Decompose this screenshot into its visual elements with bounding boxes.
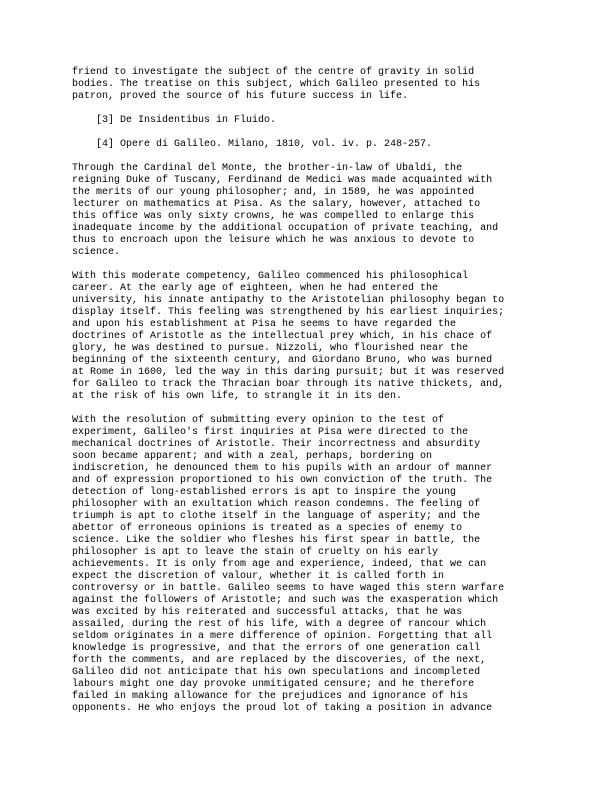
text-line: soon became apparent; and with a zeal, perhaps, bordering on <box>72 451 433 462</box>
text-line: university, his innate antipathy to the Aristotelian philosophy began to <box>72 295 505 306</box>
text-line: [3] De Insidentibus in Fluido. <box>72 115 277 126</box>
text-line: reigning Duke of Tuscany, Ferdinand de Medici was made acquainted with <box>72 175 493 186</box>
text-line: mechanical doctrines of Aristotle. Their incorrectness and absurdity <box>72 439 481 450</box>
text-line: science. <box>72 247 121 258</box>
text-line: philosopher is apt to leave the stain of cruelty on his early <box>72 547 439 558</box>
text-line: science. Like the soldier who fleshes his first spear in battle, the <box>72 535 481 546</box>
paragraph-block <box>72 415 576 715</box>
text-line: this office was only sixty crowns, he was compelled to enlarge this <box>72 211 475 222</box>
text-line: failed in making allowance for the prejudices and ignorance of his <box>72 691 469 702</box>
footnote-block <box>72 115 576 127</box>
text-line: indiscretion, he denounced them to his pupils with an ardour of manner <box>72 463 493 474</box>
text-line: labours might one day provoke unmitigated censure; and he therefore <box>72 679 475 690</box>
text-line: for Galileo to track the Thracian boar through its native thickets, and, <box>72 379 505 390</box>
paragraph-block <box>72 163 576 259</box>
text-line: triumph is apt to clothe itself in the language of asperity; and the <box>72 511 481 522</box>
text-line: patron, proved the source of his future success in life. <box>72 91 409 102</box>
text-line: achievements. It is only from age and experience, indeed, that we can <box>72 559 487 570</box>
text-line: lecturer on mathematics at Pisa. As the salary, however, attached to <box>72 199 481 210</box>
text-line: and upon his establishment at Pisa he seems to have regarded the <box>72 319 457 330</box>
text-line: the merits of our young philosopher; and, in 1589, he was appointed <box>72 187 475 198</box>
text-line: With the resolution of submitting every opinion to the test of <box>72 415 445 426</box>
text-line: inadequate income by the additional occupation of private teaching, and <box>72 223 499 234</box>
text-line: expect the discretion of valour, whether it is called forth in <box>72 571 445 582</box>
text-line: assailed, during the rest of his life, with a degree of rancour which <box>72 619 487 630</box>
paragraph-block <box>72 67 576 103</box>
text-line: [4] Opere di Galileo. Milano, 1810, vol. iv. p. 248-257. <box>72 139 433 150</box>
text-line: friend to investigate the subject of the centre of gravity in solid <box>72 67 475 78</box>
text-line: knowledge is progressive, and that the errors of one generation call <box>72 643 481 654</box>
text-line: philosopher with an exultation which reason condemns. The feeling of <box>72 499 481 510</box>
text-line: doctrines of Aristotle as the intellectual prey which, in his chace of <box>72 331 493 342</box>
text-line: seldom originates in a mere difference of opinion. Forgetting that all <box>72 631 493 642</box>
text-line: opponents. He who enjoys the proud lot of taking a position in advance <box>72 703 493 714</box>
text-line: at Rome in 1600, led the way in this daring pursuit; but it was reserved <box>72 367 505 378</box>
text-line: thus to encroach upon the leisure which he was anxious to devote to <box>72 235 475 246</box>
text-line: forth the comments, and are replaced by the discoveries, of the next, <box>72 655 487 666</box>
text-line: career. At the early age of eighteen, when he had entered the <box>72 283 439 294</box>
text-line: was excited by his reiterated and successful attacks, that he was <box>72 607 463 618</box>
footnote-block <box>72 139 576 151</box>
text-line: at the risk of his own life, to strangle it in its den. <box>72 391 403 402</box>
document-text-area <box>72 67 576 715</box>
text-line: Galileo did not anticipate that his own speculations and incompleted <box>72 667 481 678</box>
text-line: display itself. This feeling was strengthened by his earliest inquiries; <box>72 307 505 318</box>
text-line: With this moderate competency, Galileo commenced his philosophical <box>72 271 469 282</box>
text-line: detection of long-established errors is apt to inspire the young <box>72 487 457 498</box>
text-line: against the followers of Aristotle; and such was the exasperation which <box>72 595 499 606</box>
text-line: Through the Cardinal del Monte, the brother-in-law of Ubaldi, the <box>72 163 463 174</box>
text-line: beginning of the sixteenth century, and Giordano Bruno, who was burned <box>72 355 493 366</box>
text-line: controversy or in battle. Galileo seems to have waged this stern warfare <box>72 583 505 594</box>
text-line: glory, he was destined to pursue. Nizzoli, who flourished near the <box>72 343 469 354</box>
text-line: bodies. The treatise on this subject, which Galileo presented to his <box>72 79 481 90</box>
paragraph-block <box>72 271 576 403</box>
text-line: and of expression proportioned to his own conviction of the truth. The <box>72 475 493 486</box>
text-line: abettor of erroneous opinions is treated as a species of enemy to <box>72 523 463 534</box>
text-line: experiment, Galileo's first inquiries at Pisa were directed to the <box>72 427 469 438</box>
